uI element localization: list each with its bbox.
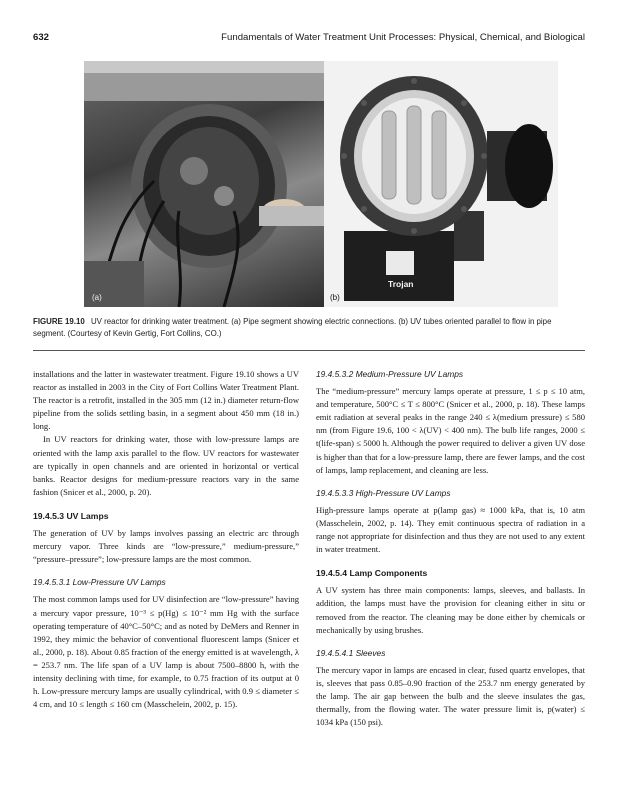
right-column — [316, 368, 585, 729]
photo-b-illustration — [324, 61, 558, 307]
subsection-heading-high-pressure: 19.4.5.3.3 High-Pressure UV Lamps — [316, 487, 451, 498]
paragraph: The “medium-pressure” mercury lamps operate at pressure, 1 ≤ p ≤ 10 atm, and temperature, 500°C ≤ T ≤ 800°C (Snicer et al., 2000, p. 18). These lamps emit radiation at several peaks in the range 240 ≤ λ(medium pressure) ≤ 580 nm (from Figure 19.6, 100 < λ(UV) < 400 nm). The bulb life ranges, 2000 ≤ t(life-span) ≤ 5000 h. Although the power required to deliver a given UV dose is higher than that for a low-pressure lamp, there are fewer lamps, and the cost of lamps, lamp replacement, and cleaning are less. — [316, 386, 585, 475]
trojan-brand-label: Trojan — [388, 279, 414, 289]
figure-caption-label: FIGURE 19.10 — [33, 317, 85, 326]
paragraph: In UV reactors for drinking water, those with low-pressure lamps are oriented with the lamp axis parallel to the flow. UV reactors for wastewater are typically in open channels and are oriented in horizontal or vertical banks. Reactor designs for medium-pressure reactors vary in the same fashion (Snicer et al., 2000, p. 20). — [33, 434, 299, 497]
left-column — [33, 368, 299, 711]
photo-a-illustration — [84, 61, 324, 307]
paragraph: The mercury vapor in lamps are encased in clear, fused quartz envelopes, that is, sleeves that pass 0.85–0.90 fraction of the 253.7 nm energy generated by the lamp. The air gap between the bulb and the sleeve insulates the gas, thermally, from the flowing water. The water pressure limit is, p(water) ≤ 1034 kPa (150 psi). — [316, 664, 585, 728]
subsection-heading-medium-pressure: 19.4.5.3.2 Medium-Pressure UV Lamps — [316, 369, 464, 379]
caption-divider — [33, 350, 585, 351]
section-heading-lamp-components: 19.4.5.4 Lamp Components — [316, 568, 428, 579]
paragraph: The generation of UV by lamps involves passing an electric arc through mercury vapor. Three kinds are “low-pressure,” medium-pressure,” “pressure–pressure”; low-pressure lamps are the most common. — [33, 528, 299, 565]
figure-caption — [33, 316, 585, 340]
subsection-heading-low-pressure: 19.4.5.3.1 Low-Pressure UV Lamps — [33, 577, 166, 588]
section-heading-uv-lamps: 19.4.5.3 UV Lamps — [33, 510, 109, 521]
figure-caption-text: UV reactor for drinking water treatment. (a) Pipe segment showing electric connections. (b) UV tubes oriented parallel to flow in pipe segment. (Courtesy of Kevin Gertig, Fort Collins, CO.) — [33, 317, 552, 338]
paragraph: installations and the latter in wastewater treatment. Figure 19.10 shows a UV reactor as installed in 2003 in the City of Fort Collins Water Treatment Plant. The reactor is a retrofit, installed in the 305 mm (12 in.) diameter return-flow pipeline from the solids settling basin, in a segment about 450 mm (18 in.) long. — [33, 369, 299, 432]
paragraph: The most common lamps used for UV disinfection are “low-pressure” having a mercury vapor pressure, 10⁻³ ≤ p(Hg) ≤ 10⁻² mm Hg with the surface operating temperature of 40°C–50°C; and as noted by DeMers and Renner in 1992, they mimic the behavior of conventional fluorescent lamps (Snicer et al., 2000, p. 18). About 0.85 fraction of the energy emitted is at wavelength, λ = 253.7 nm. The life span of a UV lamp is about 7500–8800 h, with the intensity declining with time, for example, to 0.75 fraction of its output at 0 h. Low-pressure mercury lamps are usually cylindrical, with 0.9 ≤ diameter ≤ 4 cm, and 10 ≤ length ≤ 160 cm (Masschelein, 2002, p. 15). — [33, 594, 299, 710]
panel-label-b: (b) — [330, 293, 340, 302]
running-title: Fundamentals of Water Treatment Unit Processes: Physical, Chemical, and Biological — [221, 32, 585, 43]
paragraph: High-pressure lamps operate at p(lamp gas) ≈ 1000 kPa, that is, 10 atm (Masschelein, 2002, p. 14). They emit continuous spectra of radiation in a range not appropriate for disinfection and thus they are not used to any extent in water treatment. — [316, 504, 585, 555]
panel-label-a: (a) — [92, 293, 102, 302]
paragraph: A UV system has three main components: lamps, sleeves, and ballasts. In addition, the lamps must have the provision for cleaning either in situ or removed from the reactor. The cleaning may be done either by chemicals or mechanically by using brushes. — [316, 585, 585, 635]
photo-b-uv-tubes — [324, 61, 558, 307]
subsection-heading-sleeves: 19.4.5.4.1 Sleeves — [316, 647, 386, 658]
page-number: 632 — [33, 32, 50, 43]
photo-a-pipe-segment — [84, 61, 324, 307]
